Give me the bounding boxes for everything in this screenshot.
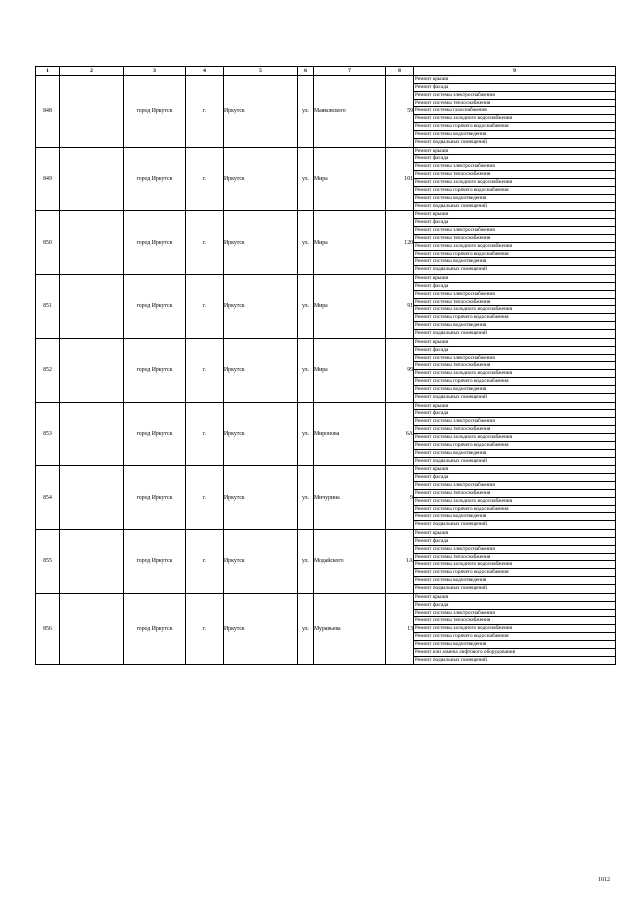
- work-item: Ремонт фасада: [414, 410, 615, 418]
- municipality-cell: город Иркутск: [124, 402, 186, 466]
- street-type-cell: ул.: [298, 530, 314, 594]
- municipality-cell: город Иркутск: [124, 211, 186, 275]
- settlement-cell: Иркутск: [224, 211, 298, 275]
- settlement-cell: Иркутск: [224, 147, 298, 211]
- work-item: Ремонт системы электроснабжения: [414, 546, 615, 554]
- settlement-cell: Иркутск: [224, 76, 298, 148]
- work-item: Ремонт крыши: [414, 466, 615, 474]
- work-item: Ремонт подвальных помещений: [415, 521, 487, 528]
- work-item: Ремонт системы холодного водоснабжения: [414, 498, 615, 506]
- settlement-cell: Иркутск: [224, 275, 298, 339]
- column-header: 7: [314, 67, 386, 76]
- column-number-row: [36, 67, 616, 76]
- street-type-cell: ул.: [298, 338, 314, 402]
- work-item: Ремонт крыши: [414, 530, 615, 538]
- work-item: Ремонт крыши: [414, 211, 615, 219]
- house-number-cell: 6А: [386, 402, 414, 466]
- works-cell: [414, 530, 616, 594]
- work-item: Ремонт системы теплоснабжения: [414, 100, 615, 108]
- house-number-cell: 13: [386, 593, 414, 665]
- column-header: 3: [124, 67, 186, 76]
- house-number-cell: 91: [386, 275, 414, 339]
- street-cell: Модайского: [314, 530, 386, 594]
- house-number-cell: 120: [386, 211, 414, 275]
- house-number-cell: 1А: [386, 530, 414, 594]
- settlement-type-cell: г.: [186, 402, 224, 466]
- column-header: 9: [414, 67, 616, 76]
- work-item: Ремонт системы холодного водоснабжения: [414, 243, 615, 251]
- settlement-cell: Иркутск: [224, 402, 298, 466]
- row-number-cell: 853: [36, 402, 60, 466]
- work-item: Ремонт системы электроснабжения: [414, 163, 615, 171]
- work-item: Ремонт системы электроснабжения: [414, 418, 615, 426]
- table-row: [36, 402, 616, 466]
- street-cell: Мира: [314, 211, 386, 275]
- work-item: Ремонт фасада: [414, 474, 615, 482]
- work-item: Ремонт системы водоотведения: [414, 386, 615, 394]
- register-body: [36, 76, 616, 665]
- column-header: 1: [36, 67, 60, 76]
- work-item: Ремонт крыши: [414, 275, 615, 283]
- settlement-type-cell: г.: [186, 211, 224, 275]
- work-item: Ремонт системы водоотведения: [414, 322, 615, 330]
- work-item: Ремонт системы электроснабжения: [414, 92, 615, 100]
- work-item: Ремонт системы теплоснабжения: [414, 362, 615, 370]
- street-cell: Мира: [314, 338, 386, 402]
- work-item: Ремонт системы горячего водоснабжения: [414, 251, 615, 259]
- house-number-cell: 101: [386, 147, 414, 211]
- street-type-cell: ул.: [298, 76, 314, 148]
- works-cell: [414, 76, 616, 148]
- street-type-cell: ул.: [298, 147, 314, 211]
- work-item: Ремонт фасада: [414, 155, 615, 163]
- work-item: Ремонт крыши: [414, 403, 615, 411]
- work-item: Ремонт крыши: [414, 76, 615, 84]
- empty-cell: [60, 338, 124, 402]
- table-row: [36, 338, 616, 402]
- empty-cell: [60, 211, 124, 275]
- work-item: Ремонт системы холодного водоснабжения: [414, 306, 615, 314]
- work-item: Ремонт крыши: [414, 594, 615, 602]
- table-row: [36, 76, 616, 148]
- work-item: Ремонт системы теплоснабжения: [414, 171, 615, 179]
- work-item: Ремонт системы теплоснабжения: [414, 617, 615, 625]
- empty-cell: [60, 402, 124, 466]
- work-item: Ремонт или замена лифтового оборудования: [414, 649, 615, 657]
- work-item: Ремонт системы водоотведения: [414, 258, 615, 266]
- work-item: Ремонт системы теплоснабжения: [414, 299, 615, 307]
- house-number-cell: 59: [386, 76, 414, 148]
- work-item: Ремонт системы электроснабжения: [414, 227, 615, 235]
- work-item: Ремонт системы водоотведения: [414, 195, 615, 203]
- settlement-type-cell: г.: [186, 275, 224, 339]
- settlement-cell: Иркутск: [224, 466, 298, 530]
- work-item: Ремонт фасада: [414, 219, 615, 227]
- municipality-cell: город Иркутск: [124, 466, 186, 530]
- settlement-cell: Иркутск: [224, 593, 298, 665]
- street-type-cell: ул.: [298, 211, 314, 275]
- works-cell: [414, 402, 616, 466]
- work-item: Ремонт системы теплоснабжения: [414, 426, 615, 434]
- work-item: Ремонт системы горячего водоснабжения: [414, 442, 615, 450]
- work-item: Ремонт системы холодного водоснабжения: [414, 370, 615, 378]
- works-cell: [414, 147, 616, 211]
- settlement-cell: Иркутск: [224, 338, 298, 402]
- work-item: Ремонт системы горячего водоснабжения: [414, 314, 615, 322]
- work-item: Ремонт системы горячего водоснабжения: [414, 187, 615, 195]
- work-item: Ремонт системы холодного водоснабжения: [414, 434, 615, 442]
- work-item: Ремонт подвальных помещений: [415, 138, 487, 145]
- work-item: Ремонт подвальных помещений: [415, 457, 487, 464]
- work-item: Ремонт подвальных помещений: [415, 393, 487, 400]
- work-item: Ремонт системы электроснабжения: [414, 291, 615, 299]
- street-type-cell: ул.: [298, 275, 314, 339]
- house-number-cell: 99: [386, 338, 414, 402]
- work-item: Ремонт крыши: [414, 339, 615, 347]
- works-cell: [414, 338, 616, 402]
- row-number-cell: 850: [36, 211, 60, 275]
- empty-cell: [60, 593, 124, 665]
- empty-cell: [60, 530, 124, 594]
- table-row: [36, 275, 616, 339]
- street-cell: Муравьева: [314, 593, 386, 665]
- work-item: Ремонт подвальных помещений: [415, 266, 487, 273]
- row-number-cell: 856: [36, 593, 60, 665]
- column-header: 2: [60, 67, 124, 76]
- work-item: Ремонт системы горячего водоснабжения: [414, 123, 615, 131]
- settlement-type-cell: г.: [186, 466, 224, 530]
- row-number-cell: 849: [36, 147, 60, 211]
- work-item: Ремонт подвальных помещений: [415, 585, 487, 591]
- row-number-cell: 854: [36, 466, 60, 530]
- empty-cell: [60, 275, 124, 339]
- work-item: Ремонт системы электроснабжения: [414, 355, 615, 363]
- municipality-cell: город Иркутск: [124, 530, 186, 594]
- municipality-cell: город Иркутск: [124, 338, 186, 402]
- table-row: [36, 593, 616, 665]
- work-item: Ремонт системы водоотведения: [414, 641, 615, 649]
- work-item: Ремонт фасада: [414, 283, 615, 291]
- column-header: 5: [224, 67, 298, 76]
- row-number-cell: 848: [36, 76, 60, 148]
- settlement-type-cell: г.: [186, 338, 224, 402]
- work-item: Ремонт фасада: [414, 84, 615, 92]
- settlement-type-cell: г.: [186, 76, 224, 148]
- table-row: [36, 530, 616, 594]
- municipality-cell: город Иркутск: [124, 593, 186, 665]
- street-cell: Маяковского: [314, 76, 386, 148]
- works-cell: [414, 211, 616, 275]
- work-item: Ремонт системы горячего водоснабжения: [414, 633, 615, 641]
- work-item: Ремонт фасада: [414, 538, 615, 546]
- street-type-cell: ул.: [298, 402, 314, 466]
- work-item: Ремонт системы водоотведения: [414, 450, 615, 458]
- empty-cell: [60, 466, 124, 530]
- work-item: Ремонт системы горячего водоснабжения: [414, 378, 615, 386]
- work-item: Ремонт фасада: [414, 602, 615, 610]
- settlement-cell: Иркутск: [224, 530, 298, 594]
- work-item: Ремонт системы водоотведения: [414, 513, 615, 521]
- work-item: Ремонт подвальных помещений: [415, 330, 487, 336]
- column-header: 4: [186, 67, 224, 76]
- street-cell: Мира: [314, 275, 386, 339]
- empty-cell: [60, 147, 124, 211]
- repair-register-table: [35, 66, 616, 665]
- work-item: Ремонт системы водоотведения: [414, 577, 615, 585]
- works-cell: [414, 275, 616, 339]
- municipality-cell: город Иркутск: [124, 147, 186, 211]
- work-item: Ремонт системы теплоснабжения: [414, 490, 615, 498]
- column-header: 8: [386, 67, 414, 76]
- municipality-cell: город Иркутск: [124, 76, 186, 148]
- row-number-cell: 851: [36, 275, 60, 339]
- table-row: [36, 466, 616, 530]
- street-cell: Миронова: [314, 402, 386, 466]
- work-item: Ремонт системы электроснабжения: [414, 482, 615, 490]
- work-item: Ремонт системы горячего водоснабжения: [414, 569, 615, 577]
- street-cell: Мичурина: [314, 466, 386, 530]
- row-number-cell: 852: [36, 338, 60, 402]
- work-item: Ремонт системы электроснабжения: [414, 610, 615, 618]
- work-item: Ремонт подвальных помещений: [415, 656, 487, 663]
- works-cell: [414, 466, 616, 530]
- work-item: Ремонт подвальных помещений: [415, 202, 487, 209]
- work-item: Ремонт крыши: [414, 148, 615, 156]
- table-row: [36, 147, 616, 211]
- work-item: Ремонт фасада: [414, 347, 615, 355]
- work-item: Ремонт системы горячего водоснабжения: [414, 506, 615, 514]
- house-number-cell: 9: [386, 466, 414, 530]
- page-number: 1012: [598, 877, 610, 883]
- work-item: Ремонт системы холодного водоснабжения: [414, 115, 615, 123]
- empty-cell: [60, 76, 124, 148]
- street-type-cell: ул.: [298, 466, 314, 530]
- work-item: Ремонт системы теплоснабжения: [414, 554, 615, 562]
- settlement-type-cell: г.: [186, 593, 224, 665]
- settlement-type-cell: г.: [186, 147, 224, 211]
- municipality-cell: город Иркутск: [124, 275, 186, 339]
- work-item: Ремонт системы холодного водоснабжения: [414, 179, 615, 187]
- street-type-cell: ул.: [298, 593, 314, 665]
- work-item: Ремонт системы водоотведения: [414, 131, 615, 139]
- column-header: 6: [298, 67, 314, 76]
- work-item: Ремонт системы теплоснабжения: [414, 235, 615, 243]
- settlement-type-cell: г.: [186, 530, 224, 594]
- work-item: Ремонт системы холодного водоснабжения: [414, 561, 615, 569]
- row-number-cell: 855: [36, 530, 60, 594]
- street-cell: Мира: [314, 147, 386, 211]
- table-row: [36, 211, 616, 275]
- works-cell: [414, 593, 616, 665]
- work-item: Ремонт системы газоснабжения: [414, 107, 615, 115]
- work-item: Ремонт системы холодного водоснабжения: [414, 625, 615, 633]
